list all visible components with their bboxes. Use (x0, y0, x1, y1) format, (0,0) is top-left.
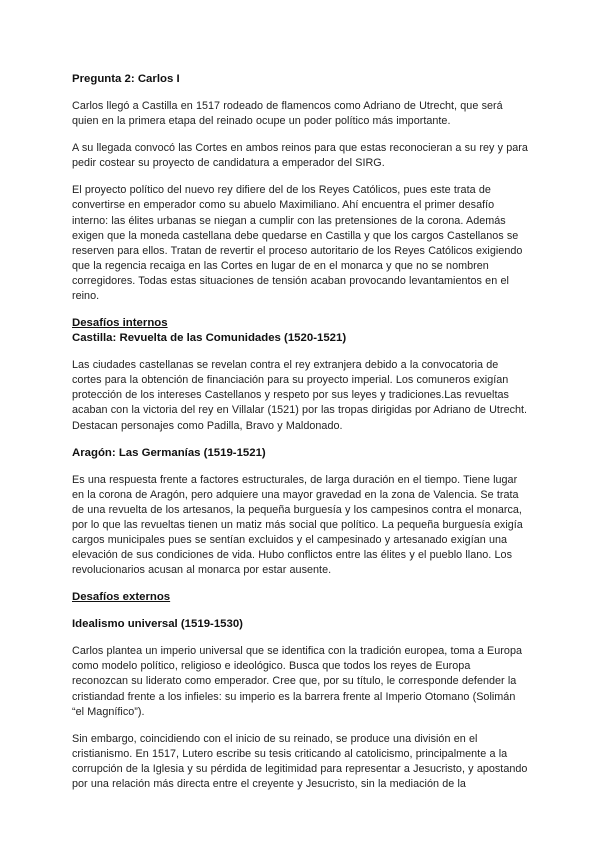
heading-desafios-internos: Desafíos internos (72, 317, 168, 330)
heading-desafios-externos: Desafíos externos (72, 591, 171, 604)
paragraph-intro-1: Carlos llegó a Castilla en 1517 rodeado de flamencos como Adriano de Utrecht, que será quien en la primera etapa del reinado ocupe un poder político más importante. (72, 100, 503, 128)
heading-idealismo: Idealismo universal (1519-1530) (72, 618, 243, 631)
paragraph-aragon: Es una respuesta frente a factores estructurales, de larga duración en el tiempo. Tiene lugar en la corona de Aragón, pero adquiere una mayor gravedad en la zona de Valencia. Se trata de una revuelta de los artesanos, la pequeña burguesía y los campesinos contra el monarca, por lo que las revueltas tienen un matiz más social que político. La pequeña burguesía exigía cargos municipales pues se sentían excluidos y el campesinado y artesanado exigían una elevación de sus condiciones de vida. Hubo conflictos entre las élites y el pueblo llano. Los revolucionarios acusan al monarca por estar ausente. (72, 473, 523, 577)
paragraph-intro-3: El proyecto político del nuevo rey difiere del de los Reyes Católicos, pues este trata de convertirse en emperador como su abuelo Maximiliano. Ahí encuentra el primer desafío interno: las élites urbanas se niegan a cumplir con las pretensiones de la corona. Además exigen que la moneda castellana debe quedarse en Castilla y que los cargos Castellanos se reserven para ellos. Tratan de revertir el proceso autoritario de los Reyes Católicos exigiendo que la regencia recaiga en las Cortes en lugar de en el monarca y que no se nombren corregidores. Todas estas situaciones de tensión acaban provocando levantamientos en el reino. (72, 184, 523, 303)
heading-pregunta: Pregunta 2: Carlos I (72, 73, 180, 85)
heading-aragon: Aragón: Las Germanías (1519-1521) (72, 446, 266, 459)
heading-castilla: Castilla: Revuelta de las Comunidades (1520-1521) (72, 332, 347, 345)
paragraph-castilla: Las ciudades castellanas se revelan contra el rey extranjera debido a la convocatoria de cortes para la obtención de financiación para su proyecto imperial. Los comuneros exigían protección de los intereses Castellanos y respeto por sus leyes y tradiciones.Las revueltas acaban con la victoria del rey en Villalar (1521) por las tropas dirigidas por Adriano de Utrecht. Destacan personajes como Padilla, Bravo y Maldonado. (72, 359, 528, 432)
paragraph-intro-2: A su llegada convocó las Cortes en ambos reinos para que estas reconocieran a su rey y para pedir costear su proyecto de candidatura a emperador del SIRG. (72, 142, 528, 170)
document-page (72, 72, 528, 792)
paragraph-idealismo-1: Carlos plantea un imperio universal que se identifica con la tradición europea, toma a Europa como modelo político, religioso e ideológico. Busca que todos los reyes de Europa reconozcan su liderato como emperador. Cree que, por su título, le corresponde defender la cristiandad frente a los infieles: su imperio es la barrera frente al Imperio Otomano (Solimán “el Magnífico”). (72, 645, 522, 718)
paragraph-idealismo-2: Sin embargo, coincidiendo con el inicio de su reinado, se produce una división en el cristianismo. En 1517, Lutero escribe su tesis criticando al catolicismo, principalmente a la corrupción de la Iglesia y su pérdida de legitimidad para representar a Jesucristo, y apostando por una relación más directa entre el creyente y Jesucristo, sin la mediación de la (72, 732, 528, 790)
